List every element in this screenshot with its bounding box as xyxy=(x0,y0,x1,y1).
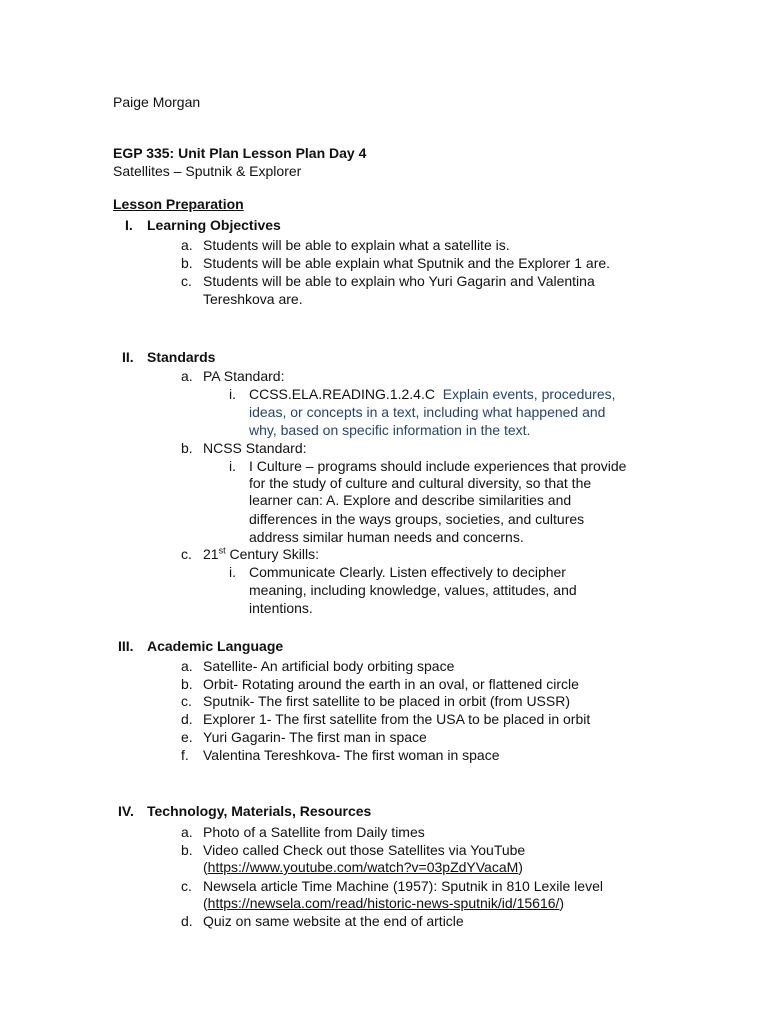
list-marker: a. xyxy=(181,658,193,674)
standard-text-line: for the study of culture and cultural diversity, so that the xyxy=(249,475,592,491)
standard-text-line: intentions. xyxy=(249,600,313,616)
list-marker: a. xyxy=(181,368,193,384)
list-item: Students will be able to explain what a satellite is. xyxy=(203,237,510,253)
century-number: 21 xyxy=(203,546,219,562)
resource-item: Photo of a Satellite from Daily times xyxy=(203,824,425,840)
sublist-marker: i. xyxy=(229,564,236,580)
resource-item: Video called Check out those Satellites via YouTube xyxy=(203,842,526,858)
document-subtitle: Satellites – Sputnik & Explorer xyxy=(113,163,302,179)
section-number: III. xyxy=(118,638,134,654)
section-number: I. xyxy=(125,217,133,233)
standard-text-line: differences in the ways groups, societies, and cultures xyxy=(249,511,585,527)
vocab-item: Explorer 1- The first satellite from the USA to be placed in orbit xyxy=(203,711,591,727)
list-marker: f. xyxy=(181,747,189,763)
standard-text-line: learner can: A. Explore and describe similarities and xyxy=(249,492,572,508)
paren: ( xyxy=(203,859,208,875)
paren: ( xyxy=(203,895,208,911)
standard-description-line: why, based on specific information in the text. xyxy=(249,422,531,438)
vocab-item: Valentina Tereshkova- The first woman in space xyxy=(203,747,500,763)
resource-link-line xyxy=(203,894,564,912)
list-marker: a. xyxy=(181,237,193,253)
document-title: EGP 335: Unit Plan Lesson Plan Day 4 xyxy=(113,145,367,161)
section-heading-learning-objectives: Learning Objectives xyxy=(147,217,281,233)
list-item-continued: Tereshkova are. xyxy=(203,291,303,307)
resource-link-line xyxy=(203,858,523,876)
vocab-item: Sputnik- The first satellite to be placed in orbit (from USSR) xyxy=(203,693,571,709)
section-number: II. xyxy=(122,349,134,365)
list-marker: b. xyxy=(181,842,193,858)
newsela-link[interactable]: https://newsela.com/read/historic-news-sputnik/id/15616/ xyxy=(207,895,560,911)
list-marker: a. xyxy=(181,824,193,840)
standard-code: CCSS.ELA.READING.1.2.4.C xyxy=(249,386,435,402)
vocab-item: Satellite- An artificial body orbiting space xyxy=(203,658,455,674)
list-marker: c. xyxy=(181,878,192,894)
section-heading-technology: Technology, Materials, Resources xyxy=(147,803,372,819)
section-heading-academic-language: Academic Language xyxy=(147,638,284,654)
author-name: Paige Morgan xyxy=(113,94,201,110)
list-marker: d. xyxy=(181,711,193,727)
vocab-item: Orbit- Rotating around the earth in an oval, or flattened circle xyxy=(203,676,579,692)
standard-text-line: I Culture – programs should include experiences that provide xyxy=(249,458,627,474)
list-item: PA Standard: xyxy=(203,368,285,384)
youtube-link[interactable]: https://www.youtube.com/watch?v=03pZdYVacaM xyxy=(207,859,519,875)
list-marker: e. xyxy=(181,729,193,745)
standard-text-line: meaning, including knowledge, values, attitudes, and xyxy=(249,582,577,598)
standard-text-line: address similar human needs and concerns. xyxy=(249,529,524,545)
list-item: Students will be able to explain who Yuri Gagarin and Valentina xyxy=(203,273,595,289)
list-marker: d. xyxy=(181,913,193,929)
list-item: NCSS Standard: xyxy=(203,440,307,456)
list-marker: b. xyxy=(181,440,193,456)
lesson-preparation-heading: Lesson Preparation xyxy=(113,196,244,212)
list-marker: c. xyxy=(181,273,192,289)
sublist-marker: i. xyxy=(229,458,236,474)
paren: ) xyxy=(559,895,565,911)
list-marker: b. xyxy=(181,255,193,271)
list-marker: c. xyxy=(181,693,192,709)
list-item: Students will be able explain what Sputnik and the Explorer 1 are. xyxy=(203,255,611,271)
section-number: IV. xyxy=(118,803,134,819)
century-skills-label: Century Skills: xyxy=(225,546,319,562)
resource-item: Quiz on same website at the end of article xyxy=(203,913,464,929)
sublist-marker: i. xyxy=(229,386,236,402)
paren: ) xyxy=(518,859,523,875)
ordinal-suffix: st xyxy=(218,545,226,556)
list-marker: b. xyxy=(181,676,193,692)
resource-item: Newsela article Time Machine (1957): Sputnik in 810 Lexile level xyxy=(203,878,603,894)
section-heading-standards: Standards xyxy=(147,349,216,365)
standard-text-line: Communicate Clearly. Listen effectively to decipher xyxy=(249,564,566,580)
standard-code-line xyxy=(249,385,616,403)
list-marker: c. xyxy=(181,546,192,562)
standard-description-line: ideas, or concepts in a text, including what happened and xyxy=(249,404,606,420)
vocab-item: Yuri Gagarin- The first man in space xyxy=(203,729,427,745)
standard-description: Explain events, procedures, xyxy=(442,386,616,402)
list-item xyxy=(203,545,319,563)
